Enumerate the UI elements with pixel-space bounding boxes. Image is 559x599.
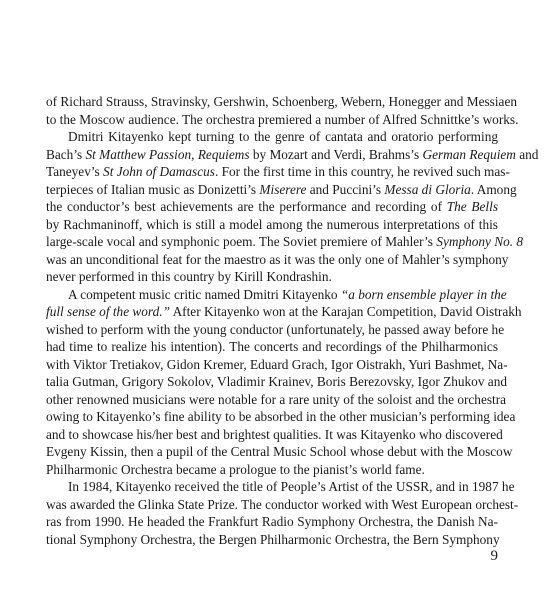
text-run: . Among <box>470 181 517 197</box>
text-line <box>46 461 498 479</box>
text-run: and to showcase his/her best and brightest qualities. It was Kitayenko who discovered <box>46 426 503 442</box>
text-line <box>46 198 498 216</box>
text-run: In 1984, Kitayenko received the title of People’s Artist of the USSR, and in 1987 he <box>68 479 515 494</box>
text-run: Dmitri Kitayenko kept turning to the genre of cantata and oratorio performing <box>68 129 498 144</box>
italic-text: Symphony No. 8 <box>436 234 524 249</box>
text-run: After Kitayenko won at the Karajan Competition, David Oistrakh <box>169 304 522 319</box>
text-run: and Puccini’s <box>306 181 385 197</box>
text-run: by Rachmaninoff, which is still a model among the numerous interpretations of this <box>46 216 498 232</box>
italic-text: Messa di Gloria <box>384 181 471 197</box>
text-run: and <box>515 146 539 162</box>
text-line <box>46 268 498 286</box>
text-line <box>46 128 498 146</box>
text-run: talia Gutman, Grigory Sokolov, Vladimir Krainev, Boris Berezovsky, Igor Zhukov and <box>46 374 507 389</box>
italic-text: full sense of the word.” <box>46 304 170 319</box>
paragraph <box>46 286 522 479</box>
paragraph <box>46 93 519 128</box>
text-run: of Richard Strauss, Stravinsky, Gershwin, Schoenberg, Webern, Honegger and Messiaen <box>46 94 517 109</box>
text-line <box>46 443 513 461</box>
italic-text: “a born ensemble player in the <box>340 286 507 302</box>
text-line <box>46 478 515 496</box>
text-line <box>46 408 516 426</box>
text-run: Taneyev’s <box>46 164 104 179</box>
text-line <box>46 496 519 514</box>
text-line <box>46 233 524 251</box>
text-line <box>46 513 498 531</box>
text-line <box>46 181 517 199</box>
text-run: , <box>191 146 198 162</box>
italic-text: Miserere <box>259 181 307 197</box>
text-line <box>46 373 507 391</box>
text-line <box>46 251 509 269</box>
text-run: ras from 1990. He headed the Frankfurt Radio Symphony Orchestra, the Danish Na- <box>46 514 498 529</box>
text-run: to the Moscow audience. The orchestra premiered a number of Alfred Schnittke’s works. <box>46 111 519 127</box>
text-line <box>46 356 508 374</box>
text-line <box>46 286 507 304</box>
italic-text: St Matthew Passion <box>85 146 192 162</box>
text-run: Bach’s <box>46 146 86 162</box>
text-run: with Viktor Tretiakov, Gidon Kremer, Eduard Grach, Igor Oistrakh, Yuri Bashmet, Na- <box>46 356 508 372</box>
text-run: by Mozart and Verdi, Brahms’s <box>249 146 423 162</box>
text-line <box>46 531 498 549</box>
text-line <box>46 391 507 409</box>
text-run: never performed in this country by Kirill Kondrashin. <box>46 269 332 284</box>
text-run: owing to Kitayenko’s fine ability to be absorbed in the other musician’s performing idea <box>46 409 516 424</box>
text-line <box>46 93 517 111</box>
text-run: was an unconditional feat for the maestro as it was the only one of Mahler’s symphony <box>46 251 509 267</box>
text-line <box>46 216 498 234</box>
page-number: 9 <box>490 548 498 564</box>
text-run: terpieces of Italian music as Donizetti’s <box>46 181 260 197</box>
text-run: tional Symphony Orchestra, the Bergen Philharmonic Orchestra, the Bern Symphony <box>46 531 500 547</box>
text-run: other renowned musicians were notable for a rare unity of the soloist and the orchestra <box>46 391 507 407</box>
text-run: the conductor’s best achievements are the performance and recording of <box>46 199 447 214</box>
paragraph <box>46 478 519 548</box>
italic-text: German Requiem <box>422 146 516 162</box>
text-run: wished to perform with the young conductor (unfortunately, he passed away before he <box>46 321 505 337</box>
body-text <box>46 93 539 548</box>
text-run: Philharmonic Orchestra became a prologue to the pianist’s world fame. <box>46 461 425 477</box>
italic-text: Requiems <box>197 146 250 162</box>
text-line <box>46 321 505 339</box>
paragraph <box>46 128 539 286</box>
text-line <box>46 163 510 181</box>
text-line <box>46 338 498 356</box>
text-line <box>46 146 539 164</box>
text-run: . For the first time in this country, he revived such mas- <box>214 164 510 179</box>
text-line <box>46 111 519 129</box>
text-run: Evgeny Kissin, then a pupil of the Central Music School whose debut with the Moscow <box>46 444 513 459</box>
text-run: large-scale vocal and symphonic poem. The Soviet premiere of Mahler’s <box>46 234 437 249</box>
text-run: had time to realize his intention). The concerts and recordings of the Philharmonics <box>46 339 498 354</box>
text-run: A competent music critic named Dmitri Kitayenko <box>68 286 341 302</box>
italic-text: St John of Damascus <box>103 164 215 179</box>
text-line <box>46 426 503 444</box>
text-run: was awarded the Glinka State Prize. The conductor worked with West European orchest- <box>46 496 519 512</box>
italic-text: The Bells <box>446 199 498 214</box>
text-line <box>46 303 522 321</box>
